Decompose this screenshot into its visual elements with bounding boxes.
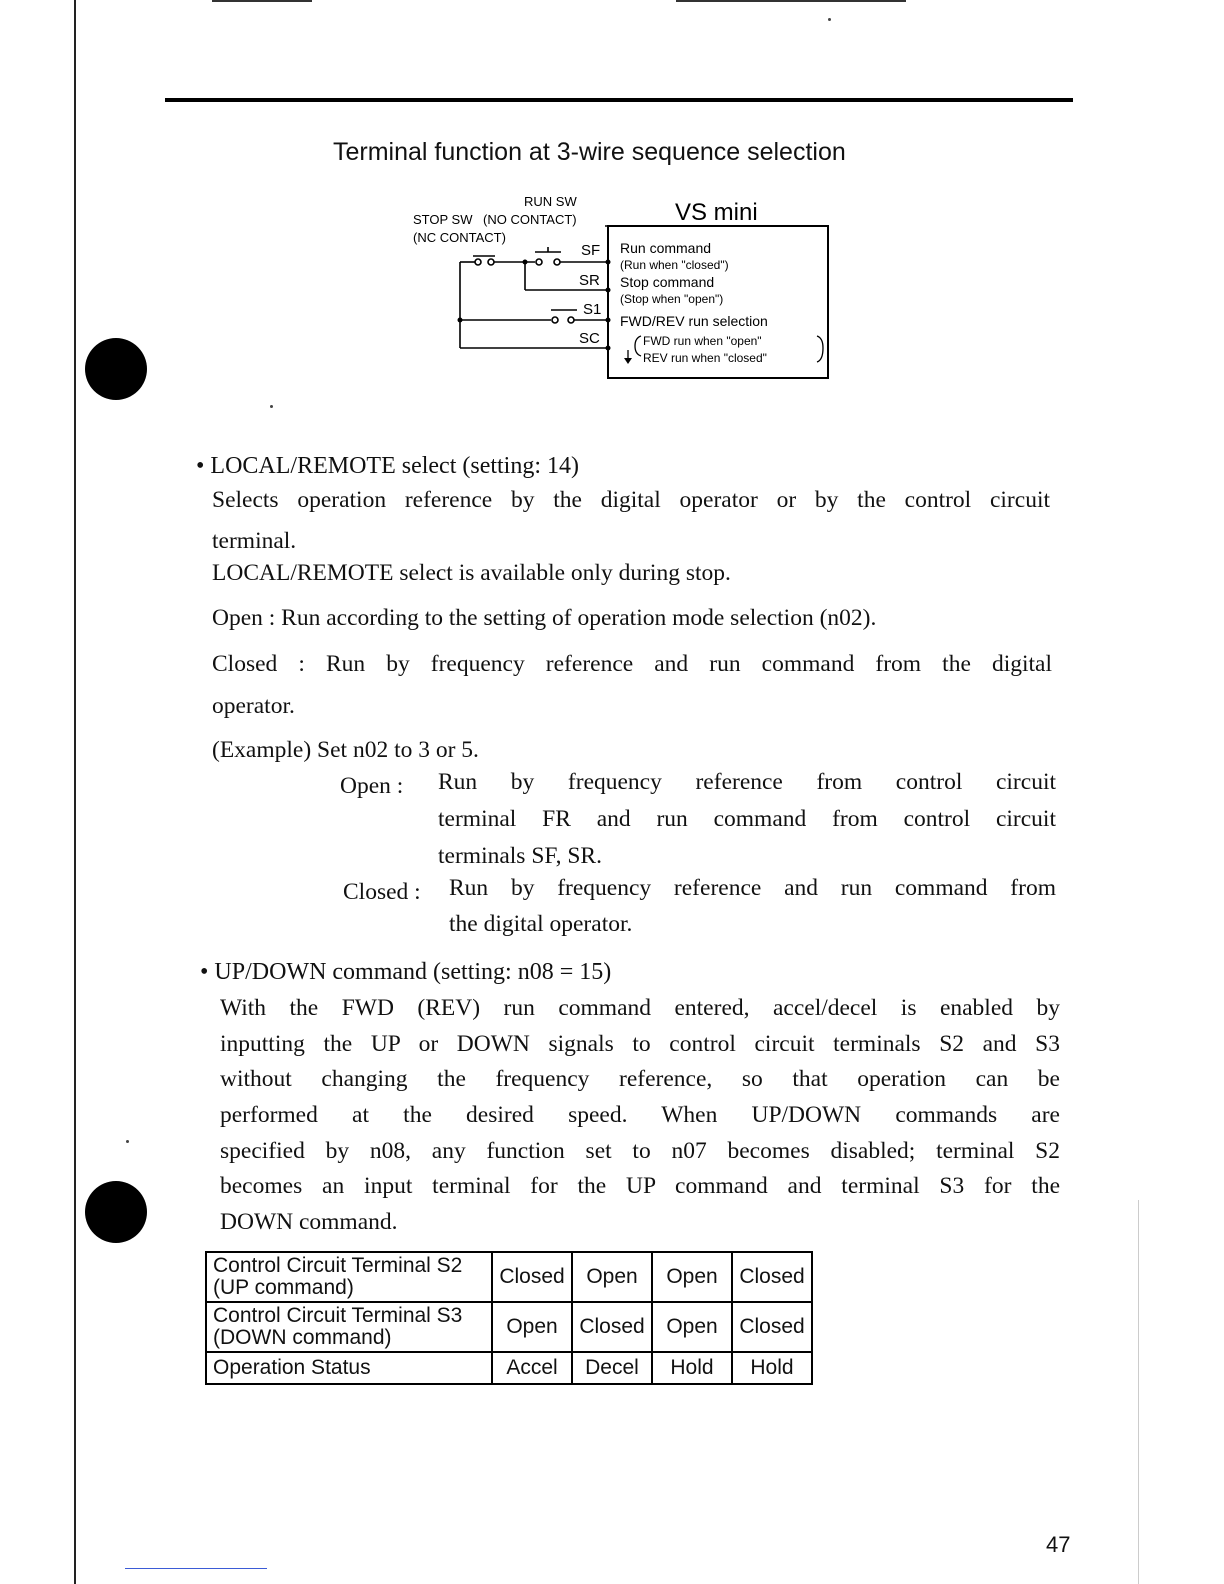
- example-closed-label: Closed :: [343, 879, 421, 905]
- page-number: 47: [1046, 1532, 1071, 1557]
- page-edge-line: [74, 0, 76, 1584]
- top-mark: [676, 0, 906, 2]
- scan-speck: [126, 1140, 129, 1143]
- local-remote-heading: • LOCAL/REMOTE select (setting: 14): [196, 453, 580, 479]
- example-open-line-3: terminals SF, SR.: [438, 843, 602, 869]
- function-run-note: (Run when "closed"): [620, 258, 729, 272]
- local-remote-open: Open : Run according to the setting of operation mode selection (n02).: [212, 605, 877, 631]
- diagram-title: Terminal function at 3-wire sequence selection: [333, 138, 846, 166]
- function-run-command: Run command: [620, 240, 712, 256]
- table-cell: Hold: [652, 1352, 732, 1384]
- up-down-line-7: DOWN command.: [220, 1209, 398, 1235]
- example-closed-line-1: Run by frequency reference and run command from: [449, 875, 1056, 901]
- table-cell: Accel: [492, 1352, 572, 1384]
- no-contact-label: (NO CONTACT): [483, 212, 577, 227]
- example-open-line-2: terminal FR and run command from control circuit: [438, 806, 1056, 832]
- local-remote-closed: Closed : Run by frequency reference and run command from the digital: [212, 651, 1052, 677]
- scan-speck: [828, 18, 831, 21]
- arrow-icon: [624, 358, 632, 364]
- example-closed-line-2: the digital operator.: [449, 911, 633, 937]
- terminal-sr: SR: [579, 272, 600, 289]
- nc-contact-label: (NC CONTACT): [413, 230, 506, 245]
- terminal-s1: S1: [583, 301, 602, 318]
- header-rule: [165, 98, 1073, 102]
- table-cell: Open: [572, 1252, 652, 1302]
- function-fwd-note: FWD run when "open": [643, 334, 762, 348]
- example-open-line-1: Run by frequency reference from control circuit: [438, 769, 1056, 795]
- terminal-sf: SF: [581, 242, 601, 259]
- table-cell: Open: [652, 1302, 732, 1352]
- terminal-sc: SC: [579, 330, 600, 347]
- table-row: [206, 1302, 812, 1352]
- table-cell: Closed: [732, 1302, 812, 1352]
- example-heading: (Example) Set n02 to 3 or 5.: [212, 737, 479, 763]
- device-label: VS mini: [675, 199, 758, 226]
- brace-right: [817, 336, 823, 362]
- brace-left: [635, 336, 641, 356]
- up-down-heading: • UP/DOWN command (setting: n08 = 15): [200, 959, 612, 985]
- bottom-mark: [125, 1568, 267, 1569]
- operation-table: [205, 1251, 813, 1385]
- up-down-line-6: becomes an input terminal for the UP command and terminal S3 for the: [220, 1173, 1060, 1199]
- row-label: Control Circuit Terminal S2 (UP command): [206, 1252, 492, 1302]
- up-down-line-1: With the FWD (REV) run command entered, accel/decel is enabled by: [220, 995, 1060, 1021]
- table-row: [206, 1252, 812, 1302]
- table-cell: Closed: [732, 1252, 812, 1302]
- table-cell: Closed: [492, 1252, 572, 1302]
- table-cell: Open: [652, 1252, 732, 1302]
- table-cell: Decel: [572, 1352, 652, 1384]
- wiring-diagram: [405, 190, 845, 390]
- function-fwd-rev: FWD/REV run selection: [620, 313, 768, 329]
- punch-hole: [85, 338, 147, 400]
- top-mark: [212, 0, 312, 2]
- function-stop-note: (Stop when "open"): [620, 292, 724, 306]
- example-open-label: Open :: [340, 773, 404, 799]
- up-down-line-2: inputting the UP or DOWN signals to control circuit terminals S2 and S3: [220, 1031, 1060, 1057]
- local-remote-line-2: terminal.: [212, 528, 297, 554]
- up-down-line-3: without changing the frequency reference, so that operation can be: [220, 1066, 1060, 1092]
- page-edge-line-right: [1138, 1200, 1139, 1584]
- scan-speck: [270, 405, 273, 408]
- row-label: Operation Status: [206, 1352, 492, 1384]
- local-remote-closed-cont: operator.: [212, 693, 295, 719]
- run-sw-label: RUN SW: [524, 194, 577, 209]
- stop-sw-label: STOP SW: [413, 212, 473, 227]
- punch-hole: [85, 1181, 147, 1243]
- table-cell: Closed: [572, 1302, 652, 1352]
- local-remote-line-3: LOCAL/REMOTE select is available only during stop.: [212, 560, 731, 586]
- local-remote-line-1: Selects operation reference by the digital operator or by the control circuit: [212, 487, 1050, 513]
- up-down-line-4: performed at the desired speed. When UP/DOWN commands are: [220, 1102, 1060, 1128]
- function-rev-note: REV run when "closed": [643, 351, 767, 365]
- up-down-line-5: specified by n08, any function set to n07 becomes disabled; terminal S2: [220, 1138, 1060, 1164]
- table-cell: Hold: [732, 1352, 812, 1384]
- row-label: Control Circuit Terminal S3 (DOWN command): [206, 1302, 492, 1352]
- table-cell: Open: [492, 1302, 572, 1352]
- function-stop-command: Stop command: [620, 274, 715, 290]
- table-row: [206, 1352, 812, 1384]
